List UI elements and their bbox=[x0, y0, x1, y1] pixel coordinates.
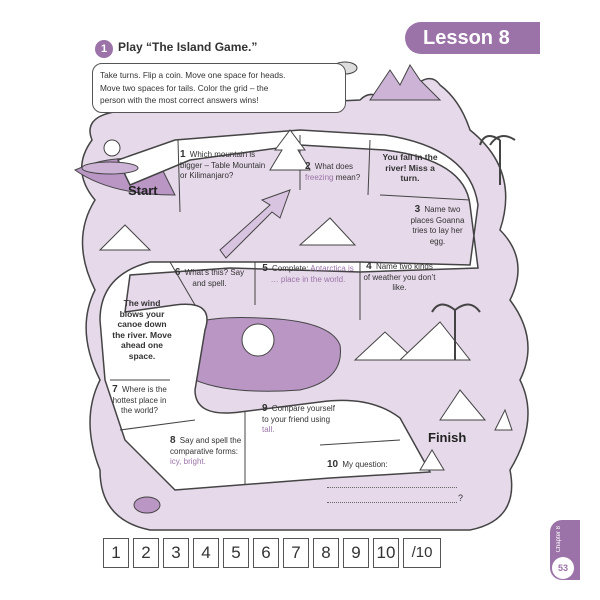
highlight-word: icy, bright. bbox=[170, 457, 206, 466]
score-box[interactable]: 1 bbox=[103, 538, 129, 568]
score-box[interactable]: 2 bbox=[133, 538, 159, 568]
score-box[interactable]: 10 bbox=[373, 538, 399, 568]
space-number: 1 bbox=[180, 149, 186, 160]
highlight-word: tall. bbox=[262, 425, 275, 434]
space-text: Name two kinds of weather you don’t like. bbox=[363, 262, 436, 292]
space-4 bbox=[362, 262, 437, 294]
space-7 bbox=[112, 385, 167, 417]
score-total[interactable]: /10 bbox=[403, 538, 441, 568]
space-wind: The wind blows your canoe down the river. Move ahead one space. bbox=[112, 298, 172, 361]
space-number: 9 bbox=[262, 403, 268, 414]
page-number: 53 bbox=[552, 557, 574, 579]
space-river: You fall in the river! Miss a turn. bbox=[382, 152, 438, 183]
space-number: 5 bbox=[262, 263, 268, 274]
space-number: 2 bbox=[305, 161, 311, 172]
activity-number: 1 bbox=[95, 40, 113, 58]
space-3 bbox=[405, 205, 470, 247]
instructions-box bbox=[92, 63, 346, 113]
space-text: Complete: bbox=[271, 264, 309, 273]
space-10 bbox=[327, 459, 463, 503]
space-text: Which mountain is bigger – Table Mountain or Kilimanjaro? bbox=[180, 150, 266, 180]
space-8 bbox=[170, 436, 242, 468]
space-text: My question: bbox=[342, 460, 388, 469]
space-text: What does bbox=[314, 162, 354, 171]
instructions-line: person with the most correct answers wins! bbox=[100, 95, 259, 105]
space-5 bbox=[258, 264, 358, 285]
space-number: 4 bbox=[366, 261, 372, 272]
crab bbox=[134, 497, 160, 513]
score-box[interactable]: 6 bbox=[253, 538, 279, 568]
space-6 bbox=[172, 268, 247, 289]
score-box[interactable]: 3 bbox=[163, 538, 189, 568]
space-number: 10 bbox=[327, 459, 339, 470]
start-label: Start bbox=[128, 183, 158, 198]
question-mark: ? bbox=[457, 493, 463, 503]
octopus bbox=[242, 324, 274, 356]
space-9 bbox=[262, 404, 337, 436]
space-text: What’s this? Say and spell. bbox=[184, 268, 245, 288]
space-text: mean? bbox=[335, 172, 361, 182]
space-text: Where is the hottest place in the world? bbox=[112, 385, 167, 415]
lesson-tab: Lesson 8 bbox=[405, 22, 540, 54]
chapter-label: Chapter 8 bbox=[556, 526, 562, 553]
score-row bbox=[103, 538, 441, 568]
highlight-word: freezing bbox=[305, 172, 334, 182]
canoe-kid bbox=[104, 140, 120, 156]
space-text: Say and spell the comparative forms: bbox=[170, 436, 242, 456]
activity-title: Play “The Island Game.” bbox=[118, 40, 258, 54]
score-box[interactable]: 7 bbox=[283, 538, 309, 568]
instructions-line: Move two spaces for tails. Color the grid – the bbox=[100, 82, 269, 93]
score-box[interactable]: 9 bbox=[343, 538, 369, 568]
canoe bbox=[82, 162, 138, 174]
space-number: 8 bbox=[170, 435, 176, 446]
question-line[interactable] bbox=[327, 488, 463, 503]
space-number: 3 bbox=[414, 204, 421, 215]
space-text: Compare yourself to your friend using bbox=[262, 404, 335, 424]
finish-label: Finish bbox=[428, 430, 467, 445]
space-number: 6 bbox=[174, 267, 181, 278]
space-number: 7 bbox=[112, 384, 118, 395]
instructions-line: Take turns. Flip a coin. Move one space for heads. bbox=[100, 70, 286, 80]
space-1 bbox=[180, 150, 272, 182]
score-box[interactable]: 4 bbox=[193, 538, 219, 568]
space-2 bbox=[305, 162, 367, 183]
space-text: Name two places Goanna tries to lay her egg. bbox=[410, 205, 465, 246]
highlight-word: Antarctica is … place in the world. bbox=[270, 264, 354, 284]
score-box[interactable]: 5 bbox=[223, 538, 249, 568]
score-box[interactable]: 8 bbox=[313, 538, 339, 568]
question-line[interactable] bbox=[327, 473, 457, 488]
